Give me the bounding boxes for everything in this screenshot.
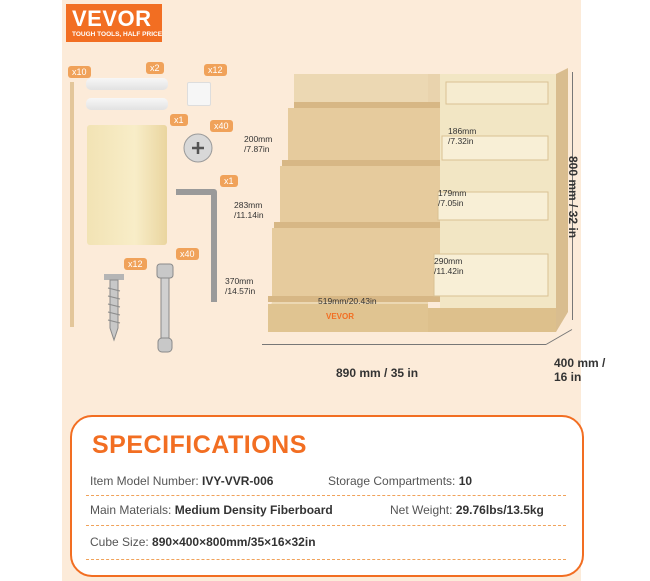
- compartments-value: 10: [458, 474, 473, 488]
- spec-separator-1: [86, 495, 566, 496]
- wrench-count-badge: x1: [220, 175, 238, 187]
- screw-count-badge: x12: [124, 258, 147, 270]
- bin3-dim: 290mm /11.42in: [434, 256, 464, 276]
- velcro-strip-2: [86, 98, 168, 110]
- width-dim-text: 890 mm / 35 in: [336, 366, 419, 380]
- depth-dim-text: 400 mm / 16 in: [554, 356, 606, 384]
- velcro-strip-1: [86, 78, 168, 90]
- front-logo: VEVOR: [326, 312, 355, 321]
- compartments-label: Storage Compartments:: [328, 474, 456, 488]
- cam-count-badge: x40: [210, 120, 233, 132]
- weight-value: 29.76lbs/13.5kg: [455, 503, 544, 517]
- shelf3-dim: 370mm /14.57in: [225, 276, 256, 296]
- rod-accessory: [70, 82, 74, 327]
- spec-separator-3: [86, 559, 566, 560]
- compartments-row: [328, 474, 472, 488]
- cube-value: 890×400×800mm/35×16×32in: [152, 535, 316, 549]
- shelf1-dim: 200mm /7.87in: [244, 134, 273, 154]
- bin1-dim: 186mm /7.32in: [448, 126, 477, 146]
- allen-wrench-icon: [172, 188, 222, 306]
- shelf2-dim: 283mm /11.14in: [234, 200, 264, 220]
- specifications-box: [70, 415, 584, 577]
- materials-value: Medium Density Fiberboard: [174, 503, 333, 517]
- materials-label: Main Materials:: [90, 503, 172, 517]
- weight-row: [390, 503, 544, 517]
- wall-clip-icon: [187, 82, 211, 106]
- model-row: [90, 474, 273, 488]
- weight-label: Net Weight:: [390, 503, 453, 517]
- logo-tagline: TOUGH TOOLS, HALF PRICE: [72, 31, 163, 38]
- strip-count-badge: x2: [146, 62, 164, 74]
- inner-width-dim: 519mm/20.43in: [318, 296, 377, 306]
- specifications-title: SPECIFICATIONS: [92, 431, 307, 459]
- rod-count-badge: x10: [68, 66, 91, 78]
- spec-separator-2: [86, 525, 566, 526]
- cloth-count-badge: x1: [170, 114, 188, 126]
- cube-label: Cube Size:: [90, 535, 149, 549]
- cube-row: [90, 535, 316, 549]
- model-label: Item Model Number:: [90, 474, 199, 488]
- height-dim-text: 800 mm / 32 in: [566, 155, 581, 239]
- width-dimension-line: [262, 344, 546, 345]
- cam-lock-icon: [182, 132, 214, 164]
- cloth-bin-accessory: [87, 125, 167, 245]
- connector-bolt-icon: [154, 262, 176, 354]
- wood-screw-icon: [102, 272, 126, 342]
- bookshelf-illustration: [258, 68, 568, 336]
- model-value: IVY-VVR-006: [202, 474, 274, 488]
- vevor-logo: [66, 4, 162, 42]
- bolt-count-badge: x40: [176, 248, 199, 260]
- bin2-dim: 179mm /7.05in: [438, 188, 467, 208]
- clip-count-badge: x12: [204, 64, 227, 76]
- logo-brand: VEVOR: [72, 6, 152, 31]
- materials-row: [90, 503, 333, 517]
